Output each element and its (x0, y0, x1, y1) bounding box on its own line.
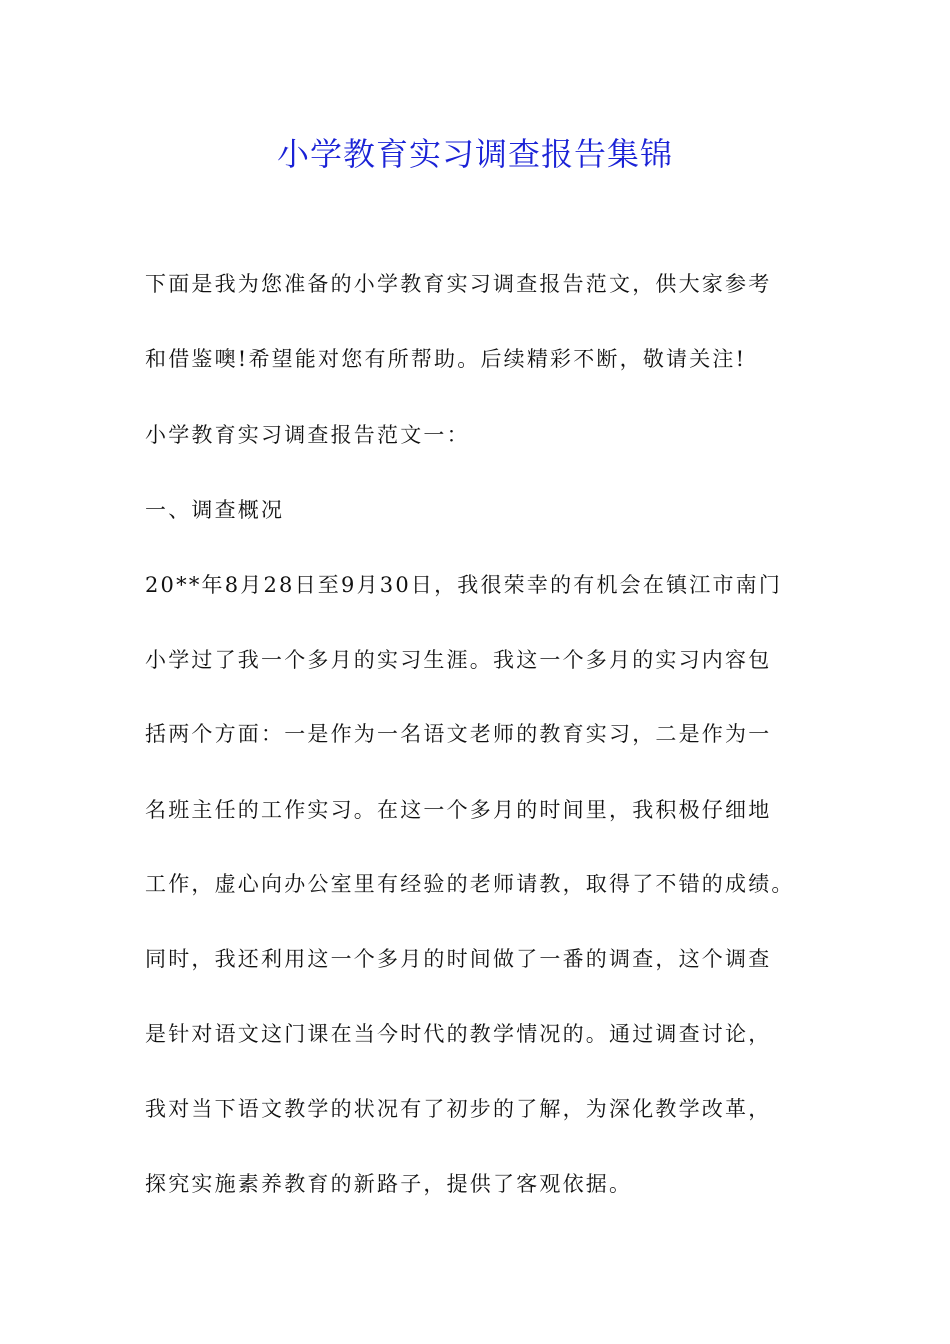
paragraph-line: 20**年8月28日至9月30日，我很荣幸的有机会在镇江市南门 (145, 573, 783, 597)
section-subheading: 一、调查概况 (145, 498, 285, 522)
paragraph-line: 括两个方面：一是作为一名语文老师的教育实习，二是作为一 (145, 722, 772, 746)
document-title: 小学教育实习调查报告集锦 (276, 135, 673, 173)
paragraph-line: 和借鉴噢!希望能对您有所帮助。后续精彩不断，敬请关注! (145, 347, 747, 371)
paragraph-line: 同时，我还利用这一个多月的时间做了一番的调查，这个调查 (145, 947, 772, 971)
paragraph-line: 下面是我为您准备的小学教育实习调查报告范文，供大家参考 (145, 272, 772, 296)
paragraph-line: 探究实施素养教育的新路子，提供了客观依据。 (145, 1172, 633, 1196)
paragraph-line: 我对当下语文教学的状况有了初步的了解，为深化教学改革， (145, 1097, 772, 1121)
paragraph-line: 工作，虚心向办公室里有经验的老师请教，取得了不错的成绩。 (145, 872, 795, 896)
paragraph-line: 是针对语文这门课在当今时代的教学情况的。通过调查讨论， (145, 1022, 772, 1046)
paragraph-line: 名班主任的工作实习。在这一个多月的时间里，我积极仔细地 (145, 798, 772, 822)
paragraph-line: 小学过了我一个多月的实习生涯。我这一个多月的实习内容包 (145, 648, 772, 672)
section-heading: 小学教育实习调查报告范文一： (145, 423, 470, 447)
